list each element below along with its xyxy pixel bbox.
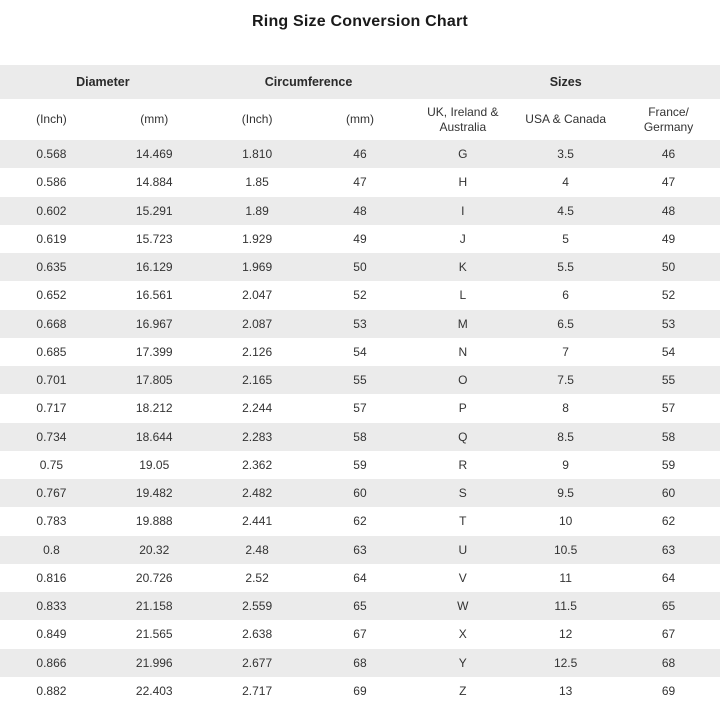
table-cell: O: [458, 373, 468, 388]
table-cell: 9: [562, 457, 569, 472]
table-cell: 48: [353, 203, 367, 218]
ring-size-conversion-table: [0, 65, 720, 705]
table-cell: 50: [661, 260, 676, 275]
table-cell: 53: [661, 316, 676, 331]
column-header-circumference-mm: (mm): [345, 112, 374, 126]
table-cell: 60: [353, 486, 367, 501]
table-cell: 53: [353, 316, 367, 331]
table-cell: 2.283: [242, 429, 273, 444]
column-header-diameter-inch: (Inch): [36, 112, 67, 126]
table-cell: 68: [353, 655, 367, 670]
table-cell: 59: [661, 457, 676, 472]
table-cell: 67: [353, 627, 367, 642]
table-cell: 14.469: [135, 147, 173, 162]
table-cell: 2.638: [242, 627, 273, 642]
table-cell: 6.5: [557, 316, 574, 331]
table-cell: 57: [661, 401, 676, 416]
group-header-circumference: Circumference: [264, 75, 353, 89]
table-cell: 52: [353, 288, 367, 303]
table-cell: 15.291: [135, 203, 173, 218]
table-cell: 48: [661, 203, 676, 218]
table-cell: 0.734: [36, 429, 67, 444]
table-cell: 0.586: [36, 175, 67, 190]
table-cell: 2.52: [245, 570, 269, 585]
table-cell: 8.5: [557, 429, 574, 444]
table-cell: X: [458, 627, 467, 642]
table-row: [0, 225, 720, 253]
table-cell: 2.559: [242, 599, 273, 614]
table-cell: 69: [353, 683, 367, 698]
table-cell: 57: [353, 401, 367, 416]
table-cell: R: [458, 457, 468, 472]
column-header-diameter-mm: (mm): [140, 112, 169, 126]
table-cell: 16.561: [135, 288, 173, 303]
table-cell: 4.5: [557, 203, 574, 218]
table-cell: 0.568: [36, 147, 67, 162]
table-cell: P: [458, 401, 467, 416]
table-cell: M: [457, 316, 468, 331]
table-cell: I: [461, 203, 465, 218]
table-cell: 8: [562, 401, 569, 416]
table-row: [0, 168, 720, 196]
table-cell: 54: [353, 344, 367, 359]
table-cell: 17.805: [135, 373, 173, 388]
group-header-sizes: Sizes: [549, 75, 582, 89]
table-cell: 2.244: [242, 401, 273, 416]
table-cell: 62: [661, 514, 676, 529]
table-cell: 46: [661, 147, 676, 162]
table-cell: 20.32: [139, 542, 170, 557]
table-row: [0, 366, 720, 394]
table-cell: 2.677: [242, 655, 273, 670]
table-row: [0, 338, 720, 366]
table-row: [0, 507, 720, 535]
table-cell: 63: [661, 542, 676, 557]
table-cell: 54: [661, 344, 676, 359]
table-row: [0, 620, 720, 648]
table-cell: 16.967: [135, 316, 173, 331]
column-header-france-germany: France/ Germany: [643, 104, 694, 134]
table-cell: 0.619: [36, 231, 67, 246]
table-cell: 3.5: [557, 147, 574, 162]
table-cell: 14.884: [135, 175, 173, 190]
table-cell: 64: [661, 570, 676, 585]
table-cell: 6: [562, 288, 569, 303]
table-cell: 47: [661, 175, 676, 190]
table-cell: 58: [353, 429, 367, 444]
table-row: [0, 649, 720, 677]
table-cell: 21.996: [135, 655, 173, 670]
table-cell: 9.5: [557, 486, 574, 501]
table-cell: 2.48: [245, 542, 269, 557]
column-header-circumference-inch: (Inch): [241, 112, 273, 126]
table-cell: 12: [558, 627, 573, 642]
table-body: [0, 140, 720, 705]
table-cell: 0.849: [36, 627, 67, 642]
table-cell: U: [458, 542, 468, 557]
table-cell: 49: [661, 231, 676, 246]
table-cell: 7.5: [557, 373, 574, 388]
table-cell: 47: [353, 175, 367, 190]
table-cell: 11: [559, 570, 572, 585]
table-cell: 67: [661, 627, 676, 642]
table-cell: 0.701: [36, 373, 67, 388]
table-row: [0, 479, 720, 507]
table-cell: 63: [353, 542, 367, 557]
table-cell: 16.129: [135, 260, 173, 275]
table-row: [0, 592, 720, 620]
table-cell: 1.810: [242, 147, 273, 162]
table-header: [0, 65, 720, 140]
column-header-uk-ireland-australia: UK, Ireland & Australia: [427, 104, 499, 134]
table-cell: 2.047: [242, 288, 273, 303]
table-cell: N: [458, 344, 468, 359]
table-cell: 58: [661, 429, 676, 444]
table-cell: 12.5: [553, 655, 578, 670]
table-cell: 21.158: [135, 599, 173, 614]
table-cell: 68: [661, 655, 676, 670]
table-cell: 55: [353, 373, 367, 388]
table-cell: 0.833: [36, 599, 67, 614]
page-title: Ring Size Conversion Chart: [252, 13, 468, 30]
table-cell: 1.929: [242, 231, 273, 246]
table-cell: 46: [353, 147, 367, 162]
table-cell: 2.165: [242, 373, 273, 388]
table-cell: 0.602: [36, 203, 67, 218]
table-cell: 0.767: [36, 486, 67, 501]
table-cell: 5.5: [557, 260, 574, 275]
table-cell: L: [459, 288, 467, 303]
table-cell: 0.882: [36, 683, 67, 698]
table-cell: 0.635: [36, 260, 67, 275]
table-cell: 4: [562, 175, 569, 190]
table-row: [0, 310, 720, 338]
table-cell: W: [457, 599, 469, 614]
table-row: [0, 394, 720, 422]
table-cell: 19.888: [135, 514, 173, 529]
table-cell: 55: [661, 373, 676, 388]
table-cell: 0.866: [36, 655, 67, 670]
table-cell: 65: [353, 599, 367, 614]
table-cell: 20.726: [135, 570, 173, 585]
table-cell: 0.668: [36, 316, 67, 331]
table-cell: 21.565: [135, 627, 173, 642]
table-cell: 0.717: [36, 401, 67, 416]
table-row: [0, 677, 720, 705]
table-cell: 59: [353, 457, 367, 472]
table-cell: 65: [661, 599, 676, 614]
column-group-row: [0, 65, 720, 99]
table-cell: 10.5: [553, 542, 578, 557]
table-cell: H: [458, 175, 468, 190]
group-header-diameter: Diameter: [76, 75, 130, 89]
table-cell: 2.362: [242, 457, 273, 472]
table-cell: 17.399: [135, 344, 173, 359]
table-cell: 1.969: [242, 260, 273, 275]
table-cell: K: [458, 260, 467, 275]
table-cell: 2.482: [242, 486, 273, 501]
table-row: [0, 197, 720, 225]
table-cell: 69: [661, 683, 676, 698]
column-header-row: [0, 99, 720, 140]
table-row: [0, 536, 720, 564]
table-cell: Y: [458, 655, 467, 670]
table-cell: 0.685: [36, 344, 67, 359]
table-row: [0, 140, 720, 168]
table-cell: 22.403: [135, 683, 173, 698]
table-cell: 60: [661, 486, 676, 501]
table-cell: 50: [353, 260, 367, 275]
table-cell: 15.723: [135, 231, 173, 246]
table-cell: 2.087: [242, 316, 273, 331]
table-row: [0, 451, 720, 479]
table-row: [0, 281, 720, 309]
table-cell: V: [458, 570, 467, 585]
table-cell: 13: [558, 683, 573, 698]
table-cell: 52: [661, 288, 676, 303]
table-row: [0, 564, 720, 592]
table-cell: G: [458, 147, 468, 162]
table-cell: 10: [558, 514, 573, 529]
table-cell: S: [458, 486, 467, 501]
table-cell: 11.5: [554, 599, 577, 614]
column-header-usa-canada: USA & Canada: [525, 112, 606, 126]
table-cell: 2.717: [242, 683, 273, 698]
table-cell: 19.05: [139, 457, 170, 472]
table-cell: 19.482: [135, 486, 173, 501]
table-cell: 0.8: [43, 542, 60, 557]
table-cell: 7: [562, 344, 569, 359]
table-row: [0, 423, 720, 451]
table-cell: 18.212: [135, 401, 173, 416]
table-cell: 1.85: [245, 175, 269, 190]
table-cell: 49: [353, 231, 367, 246]
table-row: [0, 253, 720, 281]
table-cell: 2.126: [242, 344, 273, 359]
table-cell: 62: [353, 514, 367, 529]
table-cell: J: [459, 231, 466, 246]
table-cell: 0.75: [39, 457, 64, 472]
table-cell: Z: [459, 683, 467, 698]
table-cell: Q: [458, 429, 468, 444]
table-cell: 0.816: [36, 570, 67, 585]
table-cell: 5: [562, 231, 569, 246]
table-cell: 1.89: [245, 203, 269, 218]
table-cell: 0.783: [36, 514, 67, 529]
table-cell: T: [459, 514, 467, 529]
table-cell: 64: [353, 570, 367, 585]
table-cell: 18.644: [135, 429, 173, 444]
table-cell: 2.441: [242, 514, 273, 529]
table-cell: 0.652: [36, 288, 67, 303]
